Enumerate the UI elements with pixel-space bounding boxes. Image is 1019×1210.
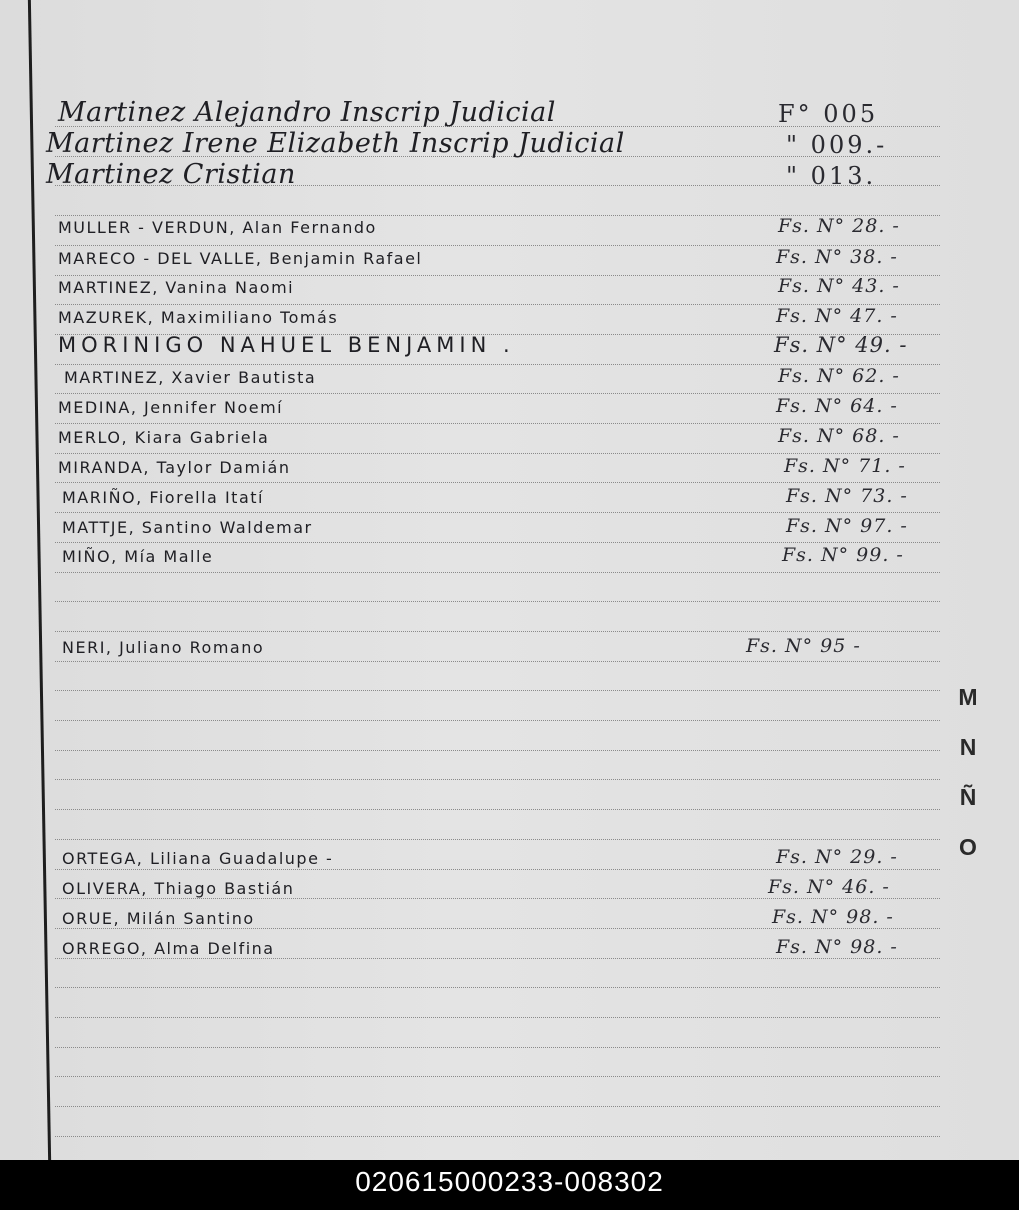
- ruled-line: [55, 690, 940, 691]
- register-entry: [0, 265, 960, 299]
- ruled-line: [55, 1076, 940, 1077]
- register-entry: [0, 836, 960, 870]
- entry-name: MATTJE, Santino Waldemar: [62, 518, 313, 537]
- entry-folio: Fs. N° 95 -: [746, 635, 861, 657]
- entry-name: MIÑO, Mía Malle: [62, 547, 214, 566]
- entry-name: MEDINA, Jennifer Noemí: [58, 398, 284, 417]
- register-entry: [0, 295, 960, 329]
- register-entry: [0, 445, 960, 479]
- entry-folio: Fs. N° 43. -: [778, 275, 900, 297]
- register-entry: [0, 625, 960, 659]
- ruled-line: [55, 572, 940, 573]
- entry-name: MIRANDA, Taylor Damián: [58, 458, 291, 477]
- entry-name: MARECO - DEL VALLE, Benjamin Rafael: [58, 249, 423, 268]
- index-letter: O: [959, 834, 977, 860]
- ruled-line: [55, 1106, 940, 1107]
- entry-folio: Fs. N° 28. -: [778, 215, 900, 237]
- entry-folio: Fs. N° 62. -: [778, 365, 900, 387]
- entry-name: MERLO, Kiara Gabriela: [58, 428, 270, 447]
- register-entry: [0, 158, 960, 192]
- entry-name: Martinez Alejandro Inscrip Judicial: [58, 97, 556, 128]
- ruled-line: [55, 987, 940, 988]
- entry-name: NERI, Juliano Romano: [62, 638, 265, 657]
- entry-folio: Fs. N° 38. -: [776, 246, 898, 268]
- register-entry: [0, 355, 960, 389]
- entry-name: ORREGO, Alma Delfina: [62, 939, 275, 958]
- alphabet-index: [953, 684, 983, 884]
- register-entry: [0, 96, 960, 130]
- entry-folio: " 009.-: [786, 131, 888, 159]
- entry-folio: F° 005: [778, 100, 879, 128]
- entry-folio: Fs. N° 47. -: [776, 305, 898, 327]
- entry-folio: Fs. N° 98. -: [772, 906, 894, 928]
- register-entry: [0, 385, 960, 419]
- register-entry: [0, 127, 960, 161]
- ruled-line: [55, 720, 940, 721]
- entry-name: ORTEGA, Liliana Guadalupe -: [62, 849, 334, 868]
- register-entry: [0, 325, 960, 359]
- entry-name: Martinez Cristian: [46, 159, 296, 190]
- entry-name: Martinez Irene Elizabeth Inscrip Judicial: [46, 128, 625, 159]
- index-letter: Ñ: [959, 784, 977, 810]
- ruled-line: [55, 1136, 940, 1137]
- entry-name: MARIÑO, Fiorella Itatí: [62, 488, 264, 507]
- entry-folio: " 013.: [786, 162, 877, 190]
- ruled-line: [55, 1017, 940, 1018]
- register-entry: [0, 415, 960, 449]
- entry-folio: Fs. N° 49. -: [774, 333, 908, 357]
- entry-folio: Fs. N° 64. -: [776, 395, 898, 417]
- ruled-line: [55, 779, 940, 780]
- entry-folio: Fs. N° 68. -: [778, 425, 900, 447]
- entry-name: MARTINEZ, Xavier Bautista: [64, 368, 317, 387]
- register-entry: [0, 926, 960, 960]
- footer-code: 020615000233-008302: [0, 1160, 1019, 1210]
- entry-name: MORINIGO NAHUEL BENJAMIN .: [58, 333, 515, 357]
- ruled-line: [55, 601, 940, 602]
- entry-folio: Fs. N° 99. -: [782, 544, 904, 566]
- entry-name: OLIVERA, Thiago Bastián: [62, 879, 295, 898]
- ruled-line: [55, 750, 940, 751]
- entry-name: MARTINEZ, Vanina Naomi: [58, 278, 295, 297]
- ruled-line: [55, 661, 940, 662]
- entry-folio: Fs. N° 73. -: [786, 485, 908, 507]
- entry-folio: Fs. N° 71. -: [784, 455, 906, 477]
- entry-name: MAZUREK, Maximiliano Tomás: [58, 308, 339, 327]
- entry-folio: Fs. N° 46. -: [768, 876, 890, 898]
- register-entry: [0, 866, 960, 900]
- register-entry: [0, 205, 960, 239]
- ruled-line: [55, 1047, 940, 1048]
- entry-name: ORUE, Milán Santino: [62, 909, 255, 928]
- entry-name: MULLER - VERDUN, Alan Fernando: [58, 218, 377, 237]
- register-entry: [0, 475, 960, 509]
- index-letter: N: [959, 734, 977, 760]
- ruled-line: [55, 809, 940, 810]
- entry-folio: Fs. N° 29. -: [776, 846, 898, 868]
- index-letter: M: [958, 684, 978, 710]
- register-entry: [0, 896, 960, 930]
- register-entry: [0, 534, 960, 568]
- entry-folio: Fs. N° 97. -: [786, 515, 908, 537]
- entry-folio: Fs. N° 98. -: [776, 936, 898, 958]
